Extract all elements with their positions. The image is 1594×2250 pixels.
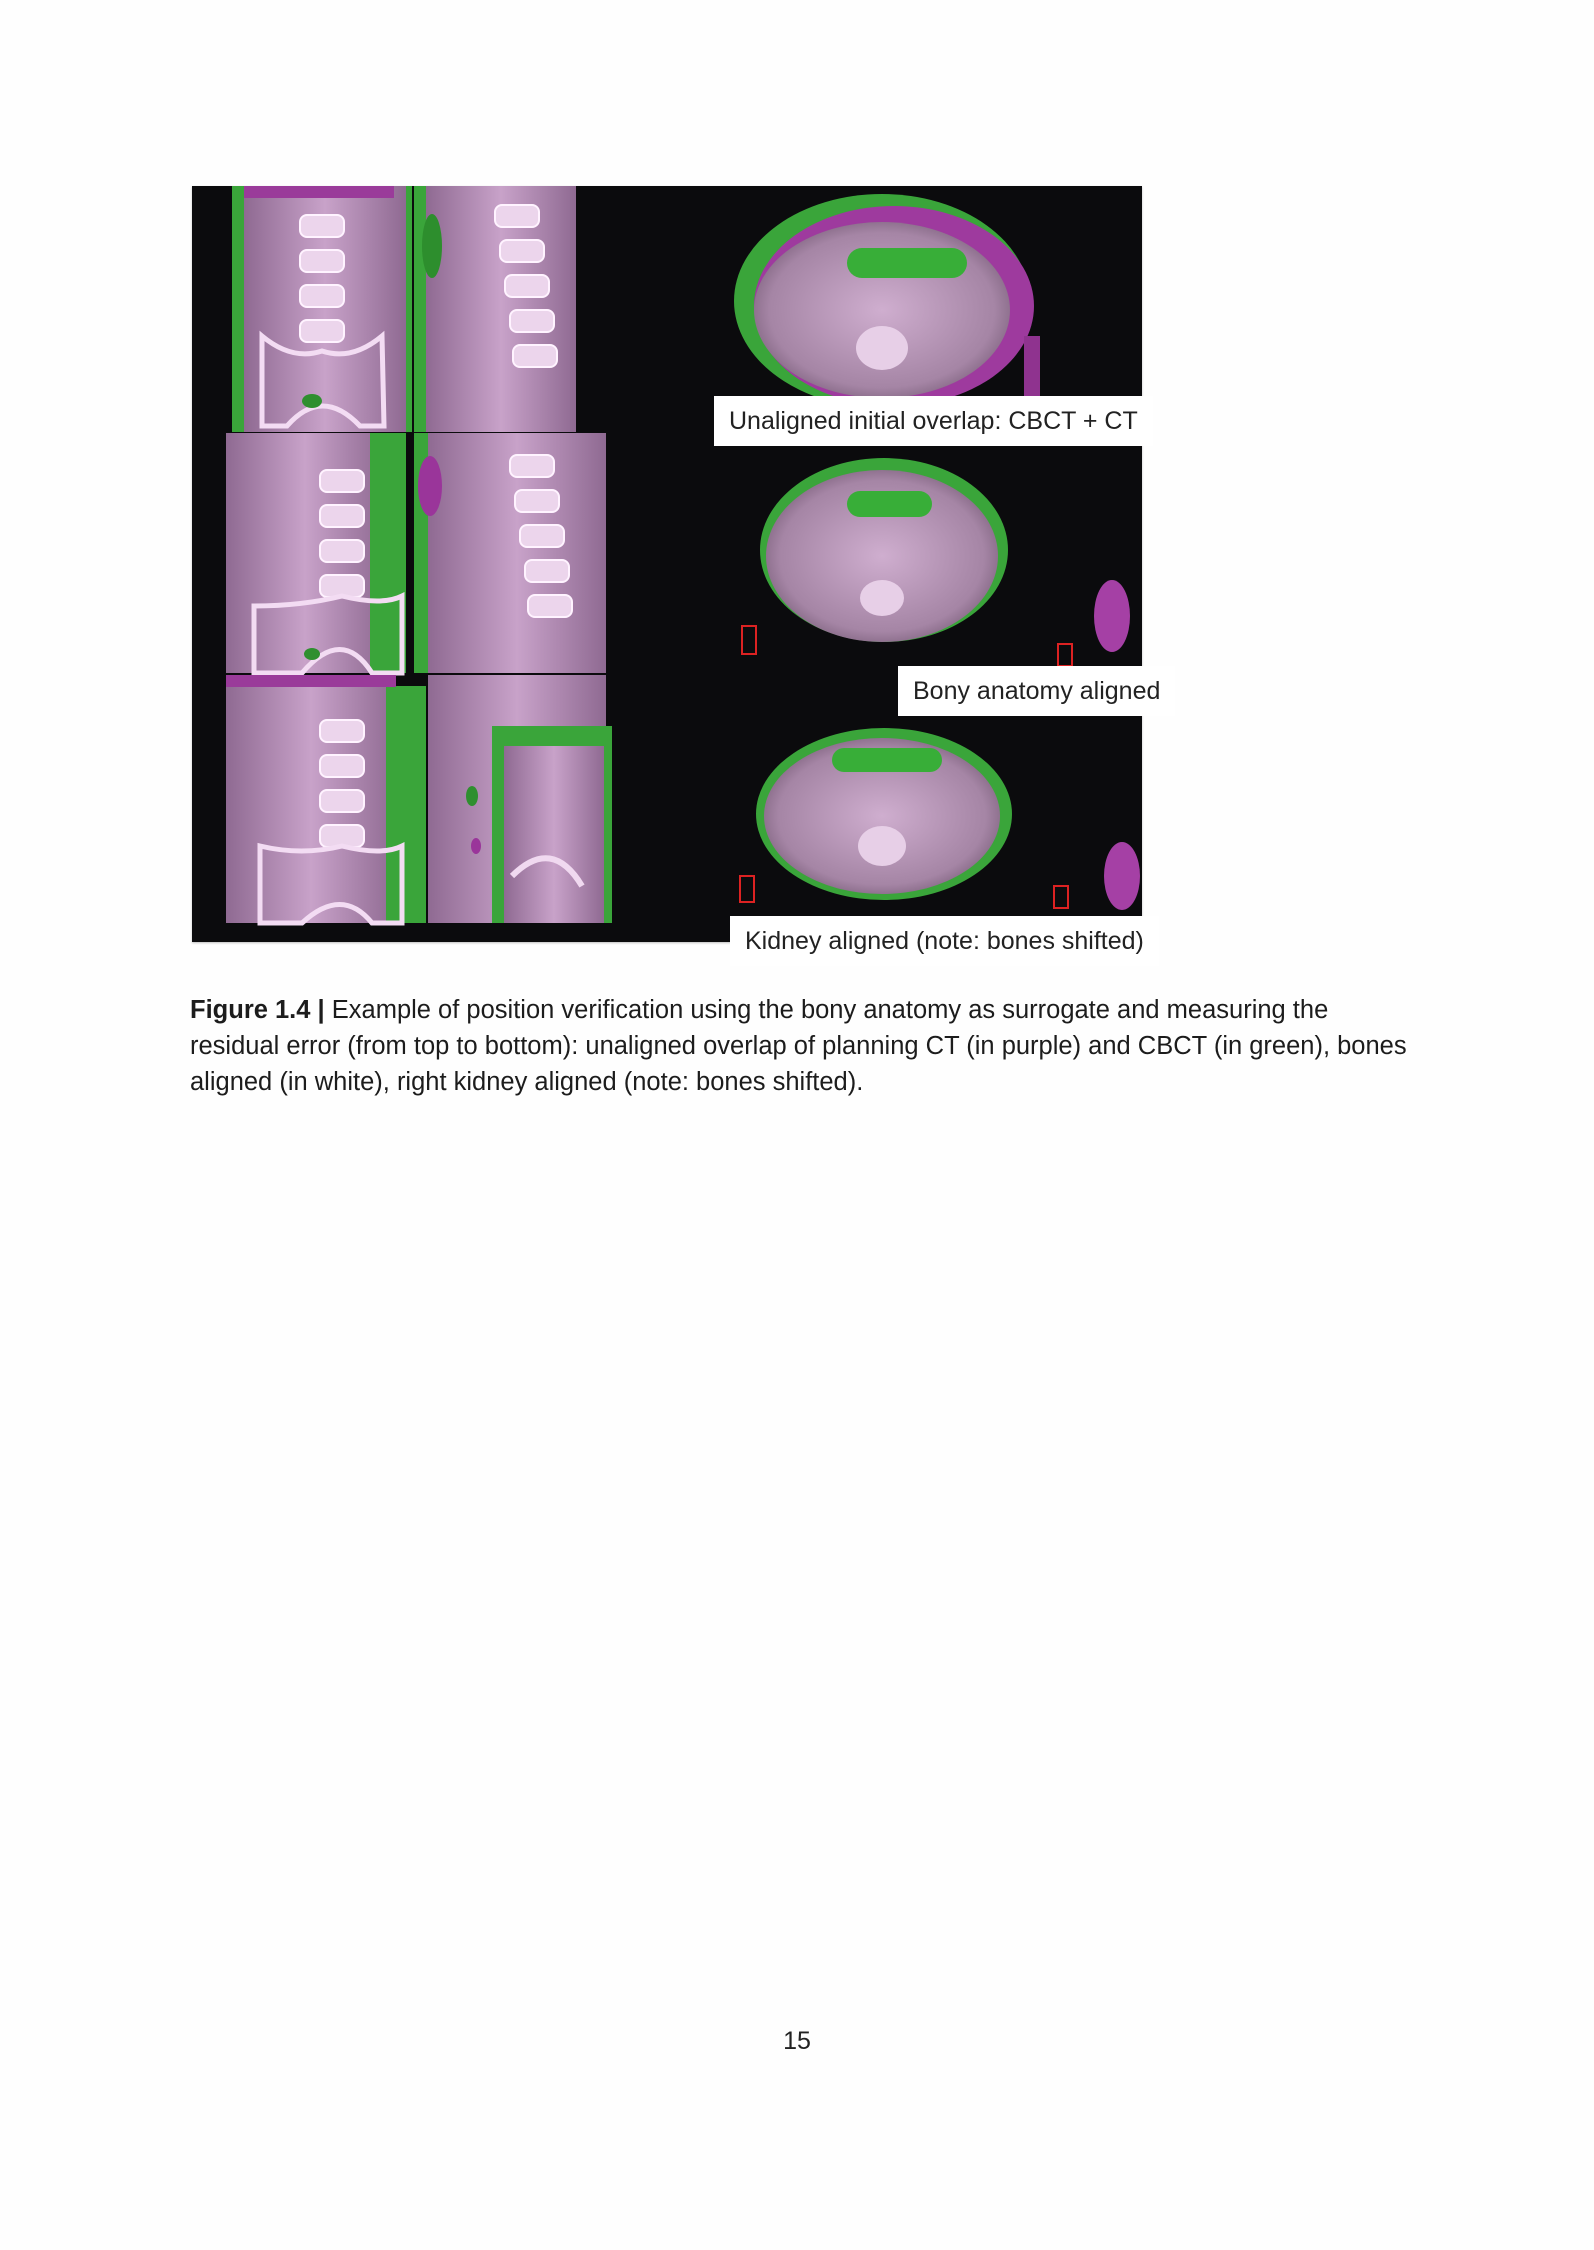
row1-label: Unaligned initial overlap: CBCT + CT	[714, 396, 1153, 446]
row2-label: Bony anatomy aligned	[898, 666, 1175, 716]
row2-axial-view	[760, 458, 1130, 666]
overlay-images	[192, 186, 1142, 942]
page-number: 15	[783, 2027, 811, 2055]
row3-sagittal-view	[428, 675, 754, 923]
row3-coronal-view	[226, 675, 462, 923]
row1-axial-view	[734, 194, 1040, 408]
figure-number: Figure 1.4 |	[190, 996, 325, 1024]
row3-axial-view	[756, 728, 1140, 910]
row3-label: Kidney aligned (note: bones shifted)	[730, 916, 1159, 966]
figure-caption	[190, 992, 1420, 1100]
ct-cbct-overlay-figure	[192, 186, 1161, 955]
row2-sagittal-view	[414, 433, 756, 673]
caption-text: Example of position verification using the bony anatomy as surrogate and measuring the residual error (from top to bottom): unaligned overlap of planning CT (in purple) and CBCT (in green), bones aligned (in white), right kidney aligned (note: bones shifted).	[190, 996, 1407, 1096]
row1-sagittal-view	[414, 186, 576, 432]
